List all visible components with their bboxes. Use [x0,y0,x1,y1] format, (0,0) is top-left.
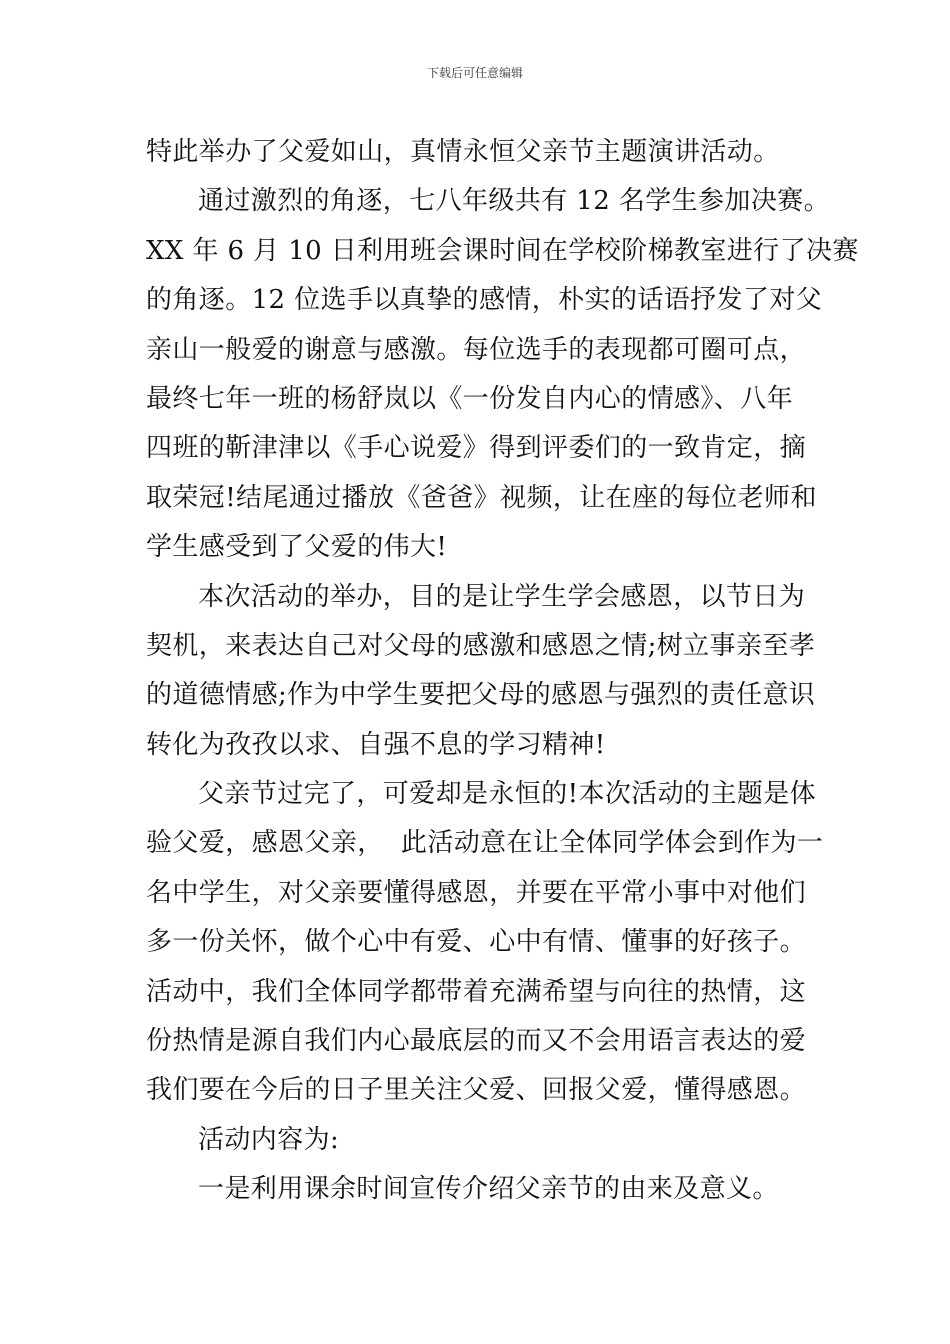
page-header-note: 下载后可任意编辑 [426,66,523,80]
text-line: 取荣冠!结尾通过播放《爸爸》视频，让在座的每位老师和 [146,482,817,513]
text-line: 四班的靳津津以《手心说爱》得到评委们的一致肯定，摘 [146,433,807,464]
text-line: 学生感受到了父爱的伟大! [146,532,448,563]
text-line: 我们要在今后的日子里关注父爱、回报父爱，懂得感恩。 [146,1075,807,1106]
text-line: 多一份关怀，做个心中有爱、心中有情、懂事的好孩子。 [146,927,807,958]
text-line: 的角逐。12 位选手以真挚的感情，朴实的话语抒发了对父 [146,285,823,316]
text-line: 名中学生，对父亲要懂得感恩，并要在平常小事中对他们 [146,877,807,908]
text-line: 活动中，我们全体同学都带着充满希望与向往的热情，这 [146,976,807,1007]
text-line: 活动内容为: [198,1124,340,1155]
text-line: 转化为孜孜以求、自强不息的学习精神! [146,729,606,760]
text-line: 亲山一般爱的谢意与感激。每位选手的表现都可圈可点， [146,334,807,365]
text-line: 父亲节过完了，可爱却是永恒的!本次活动的主题是体 [198,779,817,810]
text-line: 最终七年一班的杨舒岚以《一份发自内心的情感》、八年 [146,383,794,414]
text-line: 份热情是源自我们内心最底层的而又不会用语言表达的爱 [146,1026,807,1057]
text-line: 本次活动的举办，目的是让学生学会感恩，以节日为 [198,581,806,612]
text-line: 一是利用课余时间宣传介绍父亲节的由来及意义。 [198,1174,779,1205]
document-body [146,128,859,1215]
text-line: 特此举办了父爱如山，真情永恒父亲节主题演讲活动。 [146,137,780,167]
text-line: 的道德情感;作为中学生要把父母的感恩与强烈的责任意识 [146,680,816,711]
text-line: XX 年 6 月 10 日利用班会课时间在学校阶梯教室进行了决赛 [146,235,859,266]
text-line: 验父爱，感恩父亲， 此活动意在让全体同学体会到作为一 [146,828,824,859]
text-line: 契机，来表达自己对父母的感激和感恩之情;树立事亲至孝 [146,630,816,661]
text-line: 通过激烈的角逐，七八年级共有 12 名学生参加决赛。 [198,186,831,217]
